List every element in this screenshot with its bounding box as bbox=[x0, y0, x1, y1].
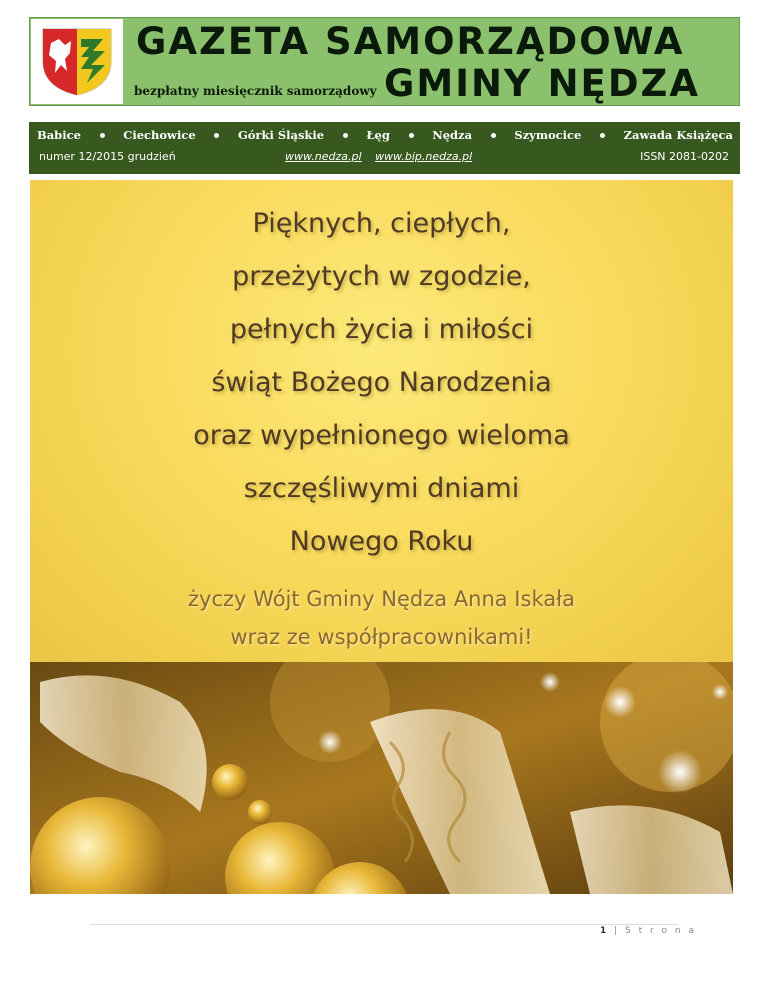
signature-line: życzy Wójt Gminy Nędza Anna Iskała bbox=[188, 587, 575, 611]
website-link[interactable]: www.nedza.pl bbox=[285, 150, 362, 163]
greeting-signature bbox=[30, 580, 733, 656]
village-name: Łęg bbox=[366, 128, 390, 142]
greeting-line: oraz wypełnionego wieloma bbox=[193, 420, 570, 451]
issue-number: numer 12/2015 grudzień bbox=[39, 150, 176, 163]
village-name: Babice bbox=[37, 128, 81, 142]
signature-line: wraz ze współpracownikami! bbox=[230, 625, 533, 649]
bullet-icon bbox=[600, 133, 605, 138]
village-name: Ciechowice bbox=[123, 128, 196, 142]
issn-number: ISSN 2081-0202 bbox=[640, 150, 729, 163]
bullet-icon bbox=[409, 133, 414, 138]
municipality-name: GMINY NĘDZA bbox=[384, 62, 701, 105]
web-links bbox=[285, 150, 472, 163]
newspaper-title: GAZETA SAMORZĄDOWA bbox=[136, 20, 685, 63]
bip-link[interactable]: www.bip.nedza.pl bbox=[375, 150, 473, 163]
masthead bbox=[29, 17, 740, 106]
greeting-line: przeżytych w zgodzie, bbox=[232, 261, 531, 292]
village-name: Nędza bbox=[432, 128, 473, 142]
greeting-line: pełnych życia i miłości bbox=[229, 314, 534, 345]
bullet-icon bbox=[100, 133, 105, 138]
page-number bbox=[600, 926, 697, 936]
page-number-value: 1 bbox=[600, 926, 609, 936]
greeting-text bbox=[30, 197, 733, 568]
christmas-greeting bbox=[30, 180, 733, 662]
bullet-icon bbox=[491, 133, 496, 138]
bullet-icon bbox=[214, 133, 219, 138]
newspaper-subtitle: bezpłatny miesięcznik samorządowy bbox=[134, 84, 377, 98]
greeting-line: Nowego Roku bbox=[289, 526, 474, 557]
christmas-ornaments-photo bbox=[30, 662, 733, 894]
page-label: | S t r o n a bbox=[614, 926, 697, 936]
crest-frame bbox=[31, 19, 123, 104]
greeting-line: Pięknych, ciepłych, bbox=[252, 208, 511, 239]
village-list bbox=[37, 128, 733, 142]
footer-divider bbox=[90, 924, 678, 925]
bullet-icon bbox=[343, 133, 348, 138]
coat-of-arms-icon bbox=[37, 25, 117, 97]
greeting-line: szczęśliwymi dniami bbox=[243, 473, 520, 504]
info-bar bbox=[29, 122, 740, 174]
greeting-line: świąt Bożego Narodzenia bbox=[211, 367, 552, 398]
village-name: Szymocice bbox=[514, 128, 582, 142]
village-name: Zawada Książęca bbox=[623, 128, 733, 142]
village-name: Górki Śląskie bbox=[237, 128, 325, 142]
